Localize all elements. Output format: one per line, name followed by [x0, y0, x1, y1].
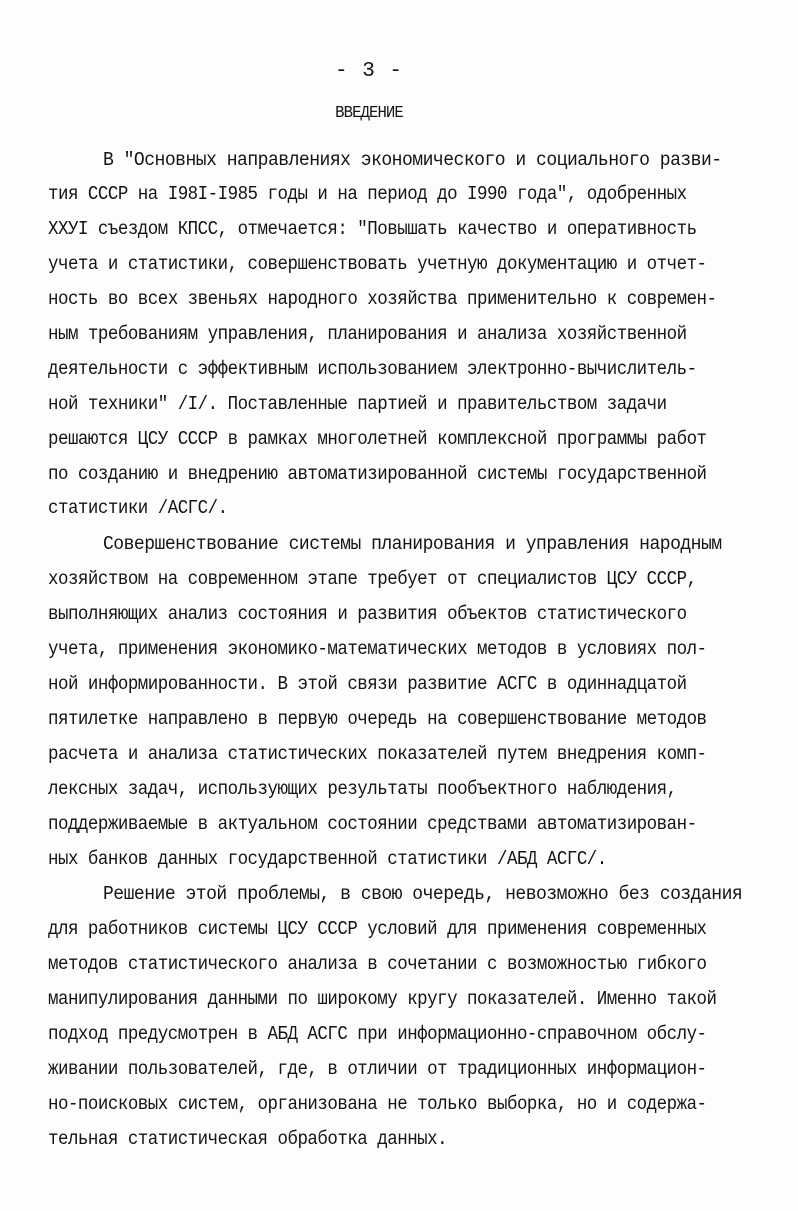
- text-line: учета и статистики, совершенствовать учетную документацию и отчет-: [48, 253, 707, 275]
- text-line: расчета и анализа статистических показателей путем внедрения комп-: [48, 743, 707, 765]
- text-line: пятилетке направлено в первую очередь на совершенствование методов: [48, 708, 707, 730]
- text-line: хозяйством на современном этапе требует от специалистов ЦСУ СССР,: [48, 568, 697, 590]
- text-line: методов статистического анализа в сочетании с возможностью гибкого: [48, 953, 707, 975]
- text-line: ность во всех звеньях народного хозяйства применительно к современ-: [48, 288, 717, 310]
- text-line: живании пользователей, где, в отличии от традиционных информацион-: [48, 1058, 707, 1080]
- text-line: В "Основных направлениях экономического и социального разви-: [103, 149, 722, 171]
- text-line: лексных задач, использующих результаты пообъектного наблюдения,: [48, 778, 677, 800]
- section-heading: ВВЕДЕНИЕ: [335, 104, 403, 123]
- text-line: для работников системы ЦСУ СССР условий для применения современных: [48, 918, 707, 940]
- text-line: тия СССР на I98I-I985 годы и на период до I990 года", одобренных: [48, 183, 687, 205]
- text-line: но-поисковых систем, организована не только выборка, но и содержа-: [48, 1093, 707, 1115]
- text-line: деятельности с эффективным использованием электронно-вычислитель-: [48, 358, 697, 380]
- text-line: Решение этой проблемы, в свою очередь, невозможно без создания: [103, 883, 743, 905]
- text-line: решаются ЦСУ СССР в рамках многолетней комплексной программы работ: [48, 428, 707, 450]
- text-line: учета, применения экономико-математических методов в условиях пол-: [48, 638, 707, 660]
- text-line: по созданию и внедрению автоматизированной системы государственной: [48, 463, 707, 485]
- text-line: ной техники" /I/. Поставленные партией и правительством задачи: [48, 393, 667, 415]
- text-line: манипулирования данными по широкому кругу показателей. Именно такой: [48, 988, 717, 1010]
- page-number: - 3 -: [334, 60, 403, 83]
- text-line: ных банков данных государственной статистики /АБД АСГС/.: [48, 848, 607, 870]
- text-line: Совершенствование системы планирования и управления народным: [103, 533, 722, 555]
- text-line: подход предусмотрен в АБД АСГС при информационно-справочном обслу-: [48, 1023, 707, 1045]
- text-line: статистики /АСГС/.: [48, 497, 228, 519]
- text-line: выполняющих анализ состояния и развития объектов статистического: [48, 603, 687, 625]
- text-line: ХХУI съездом КПСС, отмечается: "Повышать качество и оперативность: [48, 218, 697, 240]
- text-line: ной информированности. В этой связи развитие АСГС в одиннадцатой: [48, 673, 687, 695]
- text-line: ным требованиям управления, планирования и анализа хозяйственной: [48, 323, 687, 345]
- text-line: поддерживаемые в актуальном состоянии средствами автоматизирован-: [48, 813, 697, 835]
- text-line: тельная статистическая обработка данных.: [48, 1128, 448, 1150]
